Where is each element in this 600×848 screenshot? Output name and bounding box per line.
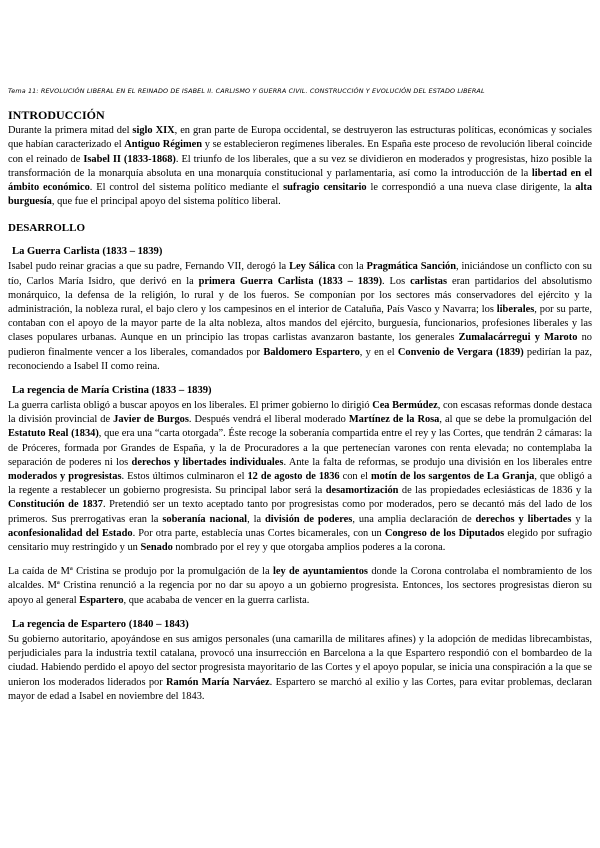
section-guerra-carlista-paragraph [8, 260, 592, 374]
text-run: . El control del sistema político mediante el [89, 182, 284, 194]
text-run: , que acababa de vencer en la guerra carlista. [123, 594, 310, 606]
text-run: Su gobierno autoritario, apoyándose en sus amigos personales (una camarilla de militares afines) y la adopción de medidas librecambistas, perjudiciales para la industria textil catalana, provocó una insurrección en Barcelona a la que Espartero respondió con el bombardeo de la ciudad. Habiendo perdido el apoyo del sector progresista mayoritario de las Cortes y el apoyo popular, se inicia una conspiración a la que se unieron los moderados liderados por [8, 633, 592, 688]
bold-term: sufragio censitario [283, 182, 367, 194]
bold-term: Convenio de Vergara (1839) [397, 346, 524, 358]
bold-term: moderados y progresistas [8, 471, 122, 483]
text-run: no pudieron finalmente vencer a los liberales, comandados por [8, 332, 592, 358]
text-run: , en gran parte de Europa occidental, se destruyeron las estructuras políticas, económicas y sociales que habían caracterizado el [8, 125, 592, 151]
bold-term: Javier de Burgos [113, 414, 189, 426]
text-run: , que obligó a la regente a restablecer un gobierno progresista. Su principal labor será la [8, 471, 593, 497]
text-run: . Espartero se marchó al exilio y las Cortes, para evitar problemas, declaran mayor de edad a Isabel en noviembre del 1843. [8, 676, 592, 702]
section-regencia-espartero-paragraph [8, 633, 592, 704]
text-run: , con escasas reformas donde destaca la división provincial de [8, 400, 593, 426]
bold-term: Antiguo Régimen [124, 139, 203, 151]
text-run: pedirían la paz, reconociendo a Isabel II como reina. [8, 346, 592, 372]
text-run: . Por otra parte, establecía unas Cortes bicamerales, con un [132, 527, 385, 539]
text-run: Durante la primera mitad del [8, 125, 133, 137]
text-run: . Los [382, 275, 411, 287]
bold-term: Estatuto Real (1834) [8, 428, 99, 440]
bold-term: Ley Sálica [289, 261, 336, 273]
bold-term: Zumalacárregui y Maroto [458, 332, 578, 344]
text-run: de las propiedades eclesiásticas de 1836 y la [398, 485, 592, 497]
document-header: Tema 11: REVOLUCIÓN LIBERAL EN EL REINADO DE ISABEL II. CARLISMO Y GUERRA CIVIL. CONSTRUCCIÓN Y EVOLUCIÓN DEL ESTADO LIBERAL [8, 87, 485, 95]
bold-term: carlistas [410, 275, 448, 287]
bold-term: liberales [496, 304, 535, 316]
bold-term: Constitución de 1837 [8, 499, 103, 511]
text-run: , y en el [359, 346, 398, 358]
bold-term: alta burguesía [8, 182, 593, 208]
text-run: , la [247, 513, 266, 525]
text-run: y la [571, 513, 592, 525]
text-run: , una amplia declaración de [352, 513, 476, 525]
section-regencia-espartero-heading: La regencia de Espartero (1840 – 1843) [12, 618, 189, 630]
bold-term: aconfesionalidad del Estado [8, 527, 133, 539]
section-regencia-maria-cristina-paragraph [8, 399, 592, 555]
bold-term: ley de ayuntamientos [273, 566, 368, 578]
text-run: . Estos últimos culminaron el [121, 471, 248, 483]
section-regencia-maria-cristina-heading: La regencia de María Cristina (1833 – 1839) [12, 385, 212, 397]
text-run: eran partidarios del absolutismo monárquico, la defensa de la religión, lo rural y de los fueros. Se componían por los sectores más conservadores del ejército y la administración, la nobleza rural, el bajo clero y los campesinos en el interior de Cataluña, País Vasco y Navarra; los [8, 275, 592, 316]
intro-paragraph [8, 124, 592, 209]
bold-term: Cea Bermúdez [372, 400, 438, 412]
bold-term: soberanía nacional [162, 513, 248, 525]
bold-term: libertad en el ámbito económico [8, 167, 593, 194]
bold-term: división de poderes [265, 513, 353, 525]
bold-term: Baldomero Espartero [263, 346, 360, 358]
text-run: elegido por sufragio censitario muy restringido y un [8, 527, 592, 554]
text-run: le correspondió a una nueva clase dirigente, la [366, 182, 576, 194]
bold-term: siglo XIX [132, 125, 175, 137]
text-run: . Pretendió ser un texto aceptado tanto por progresistas como por moderados, pero se decantó más del lado de los primeros. Sus prerrogativas eran la [8, 499, 592, 525]
text-run: con el [339, 471, 372, 483]
section-caida-maria-cristina-paragraph [8, 565, 592, 608]
bold-term: derechos y libertades [475, 513, 572, 525]
text-run: . Ante la falta de reformas, se produjo una división en los liberales entre [283, 456, 592, 468]
text-run: , al que se debe la promulgación del [439, 414, 593, 426]
text-run: donde la Corona controlaba el nombramiento de los alcaldes. Mª Cristina renunció a la regencia por no dar su apoyo a un gobierno progresista. Entonces, los sectores progresistas dieron su apoyo al general [8, 566, 592, 606]
bold-term: motín de los sargentos de La Granja [371, 471, 535, 483]
section-guerra-carlista-heading: La Guerra Carlista (1833 – 1839) [12, 246, 163, 258]
text-run: . El triunfo de los liberales, que a su vez se dividieron en moderados y progresistas, hizo posible la transformación de la monarquía absoluta en una monarquía constitucional y parlamentaria, así como la introducción de la [8, 153, 592, 179]
text-run: , que fue el principal apoyo del sistema político liberal. [51, 196, 281, 208]
text-run: , por su parte, contaban con el apoyo de la mayor parte de la alta nobleza, altos mandos del ejército, burguesía, funcionarios, profesiones liberales y las clases populares urbanas. Aunque en un principio las tropas carlistas avanzaron bastante, los generales [8, 304, 592, 344]
bold-term: Martínez de la Rosa [348, 414, 440, 426]
text-run: nombrado por el rey y que otorgaba amplios poderes a la corona. [172, 542, 446, 554]
text-run: La guerra carlista obligó a buscar apoyos en los liberales. El primer gobierno lo dirigió [8, 400, 373, 412]
text-run: con la [335, 261, 367, 273]
bold-term: Ramón María Narváez [166, 676, 270, 688]
bold-term: desamortización [325, 485, 399, 497]
bold-term: Espartero [79, 594, 124, 606]
bold-term: derechos y libertades individuales [131, 456, 284, 468]
text-run: , que era una “carta otorgada”. Éste recoge la soberanía compartida entre el rey y las Cortes, que tendrán 2 cámaras: la de Próceres, formada por Grandes de España, y la de Procuradores a la que pertenecían varones con renta elevada; no contemplaba la separación de poderes ni los [8, 428, 592, 468]
bold-term: 12 de agosto de 1836 [247, 471, 340, 483]
bold-term: Congreso de los Diputados [384, 527, 505, 539]
bold-term: Pragmática Sanción [366, 261, 456, 273]
bold-term: Isabel II (1833-1868) [83, 153, 176, 165]
bold-term: Senado [140, 542, 173, 554]
intro-heading: INTRODUCCIÓN [8, 108, 105, 123]
text-run: . Después vendrá el liberal moderado [188, 414, 349, 426]
bold-term: primera Guerra Carlista (1833 – 1839) [198, 275, 383, 287]
text-run: Isabel pudo reinar gracias a que su padre, Fernando VII, derogó la [8, 261, 290, 273]
text-run: La caída de Mª Cristina se produjo por la promulgación de la [8, 566, 273, 578]
desarrollo-heading: DESARROLLO [8, 222, 86, 235]
document-page [8, 84, 592, 704]
text-run: y se establecieron regímenes liberales. En España este proceso de revolución liberal coincide con el reinado de [8, 139, 593, 165]
text-run: , iniciándose un conflicto con su tío, Carlos María Isidro, que derivó en la [8, 261, 592, 287]
